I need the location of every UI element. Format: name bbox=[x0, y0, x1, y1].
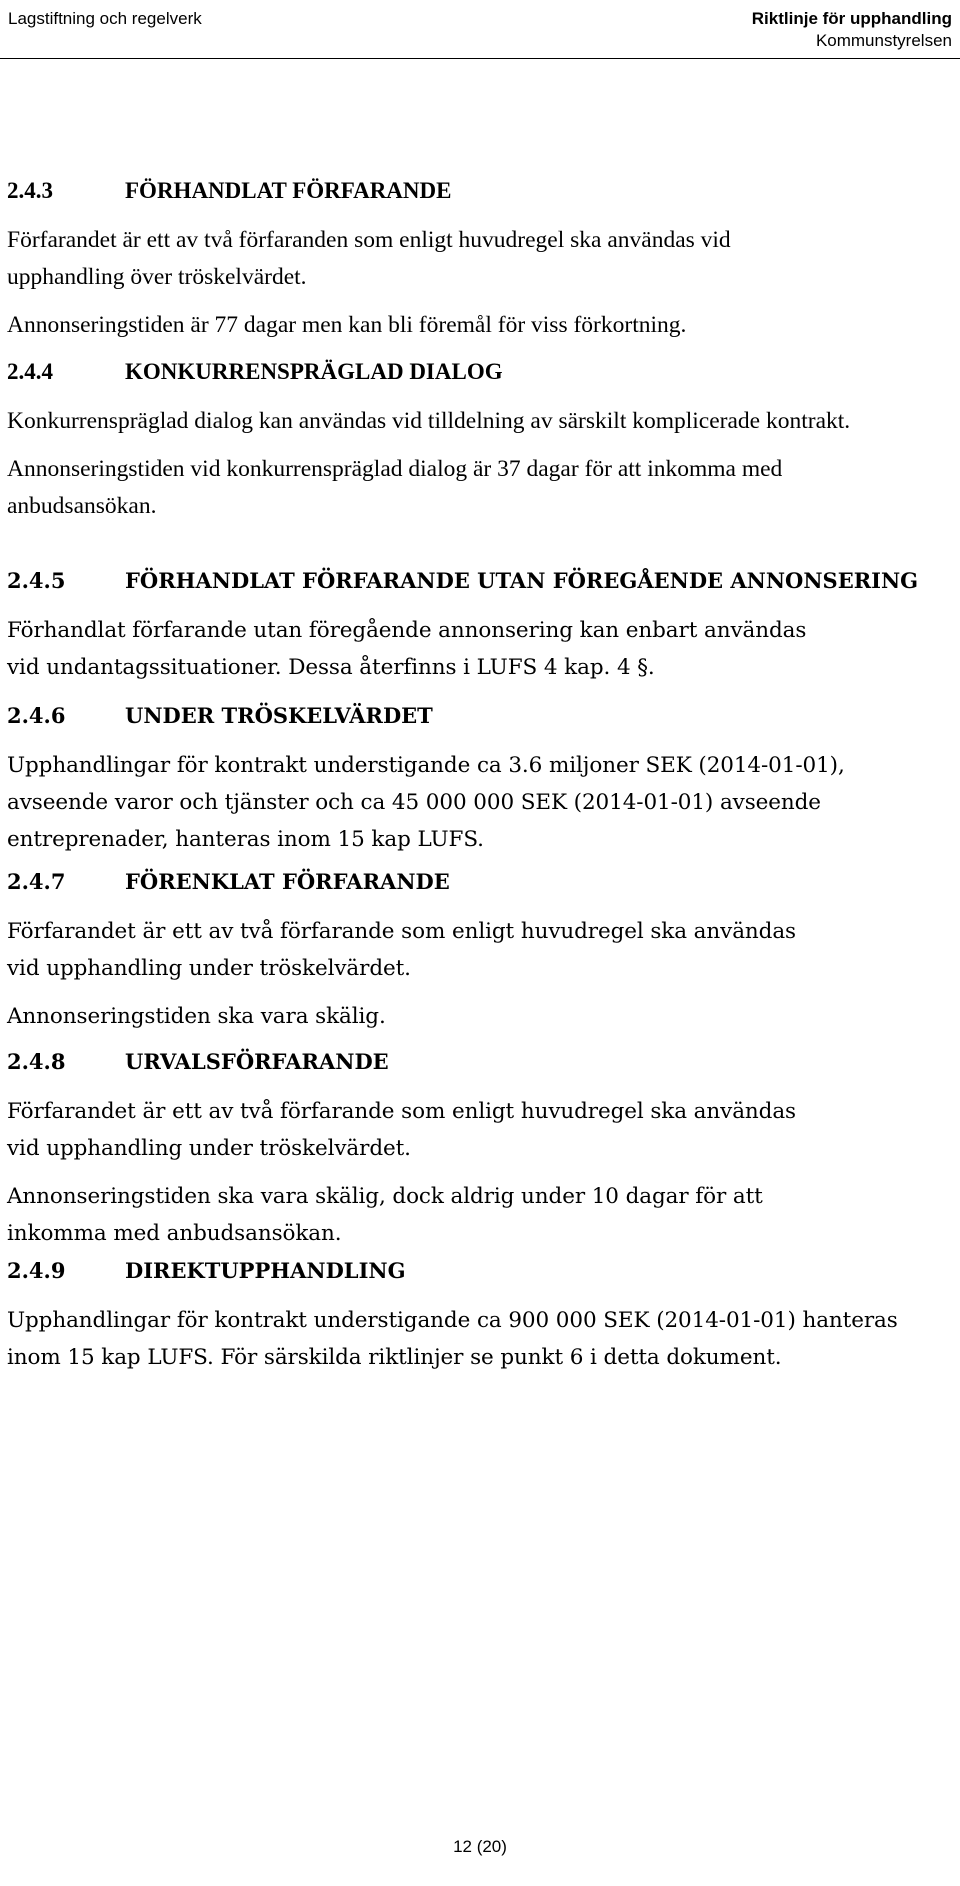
section-paragraph: Förfarandet är ett av två förfarande som enligt huvudregel ska användas vid upphandling under tröskelvärdet. bbox=[7, 919, 796, 981]
section-heading bbox=[7, 1047, 947, 1077]
section-paragraph: Annonseringstiden ska vara skälig, dock aldrig under 10 dagar för att inkomma med anbudsansökan. bbox=[7, 1184, 763, 1246]
section-2-4-3 bbox=[7, 176, 947, 355]
section-heading bbox=[7, 701, 947, 731]
section-number: 2.4.8 bbox=[7, 1049, 66, 1074]
header-department: Kommunstyrelsen bbox=[815, 31, 952, 50]
section-heading bbox=[7, 566, 947, 596]
section-number: 2.4.7 bbox=[7, 869, 66, 894]
section-paragraph: Upphandlingar för kontrakt understigande ca 900 000 SEK (2014-01-01) hanteras inom 15 kap LUFS. För särskilda riktlinjer se punkt 6 i detta dokument. bbox=[7, 1308, 898, 1370]
page-number: 12 (20) bbox=[453, 1837, 507, 1856]
section-2-4-7 bbox=[7, 867, 947, 1046]
section-heading bbox=[7, 1256, 947, 1286]
section-number: 2.4.4 bbox=[7, 359, 53, 384]
section-number: 2.4.6 bbox=[7, 703, 66, 728]
section-title: FÖRENKLAT FÖRFARANDE bbox=[125, 869, 450, 894]
section-2-4-4 bbox=[7, 357, 947, 536]
section-paragraph: Förfarandet är ett av två förfaranden som enligt huvudregel ska användas vid upphandling över tröskelvärdet. bbox=[7, 227, 731, 290]
section-paragraph: Annonseringstiden vid konkurrenspräglad dialog är 37 dagar för att inkomma med anbudsansökan. bbox=[7, 456, 783, 519]
section-title: FÖRHANDLAT FÖRFARANDE bbox=[125, 178, 452, 203]
section-paragraph: Konkurrenspräglad dialog kan användas vid tilldelning av särskilt komplicerade kontrakt. bbox=[7, 408, 851, 434]
section-paragraph: Förfarandet är ett av två förfarande som enligt huvudregel ska användas vid upphandling under tröskelvärdet. bbox=[7, 1099, 796, 1161]
section-2-4-6 bbox=[7, 701, 947, 869]
section-heading bbox=[7, 357, 947, 387]
section-number: 2.4.3 bbox=[7, 178, 53, 203]
section-2-4-5 bbox=[7, 566, 947, 697]
header-left-title: Lagstiftning och regelverk bbox=[8, 9, 202, 28]
section-paragraph: Annonseringstiden är 77 dagar men kan bli föremål för viss förkortning. bbox=[7, 312, 687, 338]
header-right bbox=[752, 8, 952, 52]
section-title: FÖRHANDLAT FÖRFARANDE UTAN FÖREGÅENDE ANNONSERING bbox=[125, 568, 919, 593]
section-paragraph: Förhandlat förfarande utan föregående annonsering kan enbart användas vid undantagssituationer. Dessa återfinns i LUFS 4 kap. 4 §. bbox=[7, 618, 807, 680]
section-heading bbox=[7, 176, 947, 206]
section-title: UNDER TRÖSKELVÄRDET bbox=[125, 703, 433, 728]
section-title: KONKURRENSPRÄGLAD DIALOG bbox=[125, 359, 503, 384]
section-2-4-8 bbox=[7, 1047, 947, 1263]
section-paragraph: Upphandlingar för kontrakt understigande ca 3.6 miljoner SEK (2014-01-01), avseende varor och tjänster och ca 45 000 000 SEK (2014-01-01) avseende entreprenader, hanteras inom 15 kap LUFS. bbox=[7, 753, 845, 852]
section-title: URVALSFÖRFARANDE bbox=[125, 1049, 389, 1074]
section-2-4-9 bbox=[7, 1256, 947, 1387]
section-paragraph: Annonseringstiden ska vara skälig. bbox=[7, 1004, 386, 1029]
section-title: DIREKTUPPHANDLING bbox=[125, 1258, 406, 1283]
header-divider bbox=[0, 58, 960, 59]
header-document-title: Riktlinje för upphandling bbox=[751, 9, 952, 28]
section-number: 2.4.5 bbox=[7, 568, 66, 593]
section-heading bbox=[7, 867, 947, 897]
section-number: 2.4.9 bbox=[7, 1258, 66, 1283]
